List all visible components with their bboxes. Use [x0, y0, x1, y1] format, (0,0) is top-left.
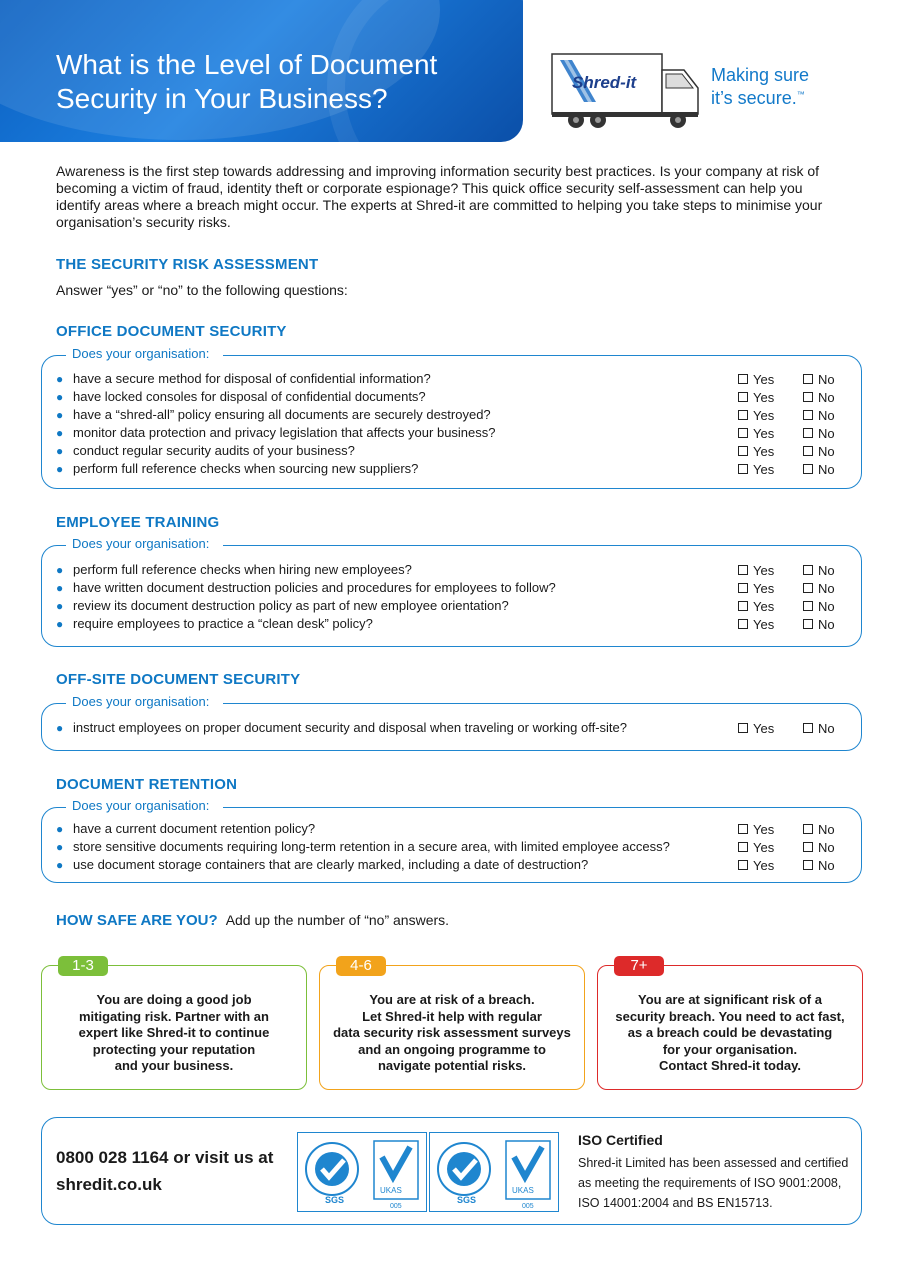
bullet-icon: ● [56, 462, 64, 476]
yes-checkbox[interactable]: Yes [738, 443, 774, 460]
yes-checkbox[interactable]: Yes [738, 389, 774, 406]
question-row [56, 856, 861, 874]
checkbox-icon [803, 428, 813, 438]
yes-checkbox[interactable]: Yes [738, 839, 774, 856]
question-row [56, 424, 861, 442]
section-box-offsite [41, 694, 862, 751]
how-safe-line [56, 912, 449, 929]
section-title-offsite: OFF-SITE DOCUMENT SECURITY [56, 671, 301, 688]
section-title-office: OFFICE DOCUMENT SECURITY [56, 323, 287, 340]
question-text: perform full reference checks when hiring new employees? [73, 562, 412, 577]
question-text: monitor data protection and privacy legislation that affects your business? [73, 425, 496, 440]
certification-badge-quality [429, 1132, 559, 1212]
iso-text: Shred-it Limited has been assessed and certified as meeting the requirements of ISO 9001:2008, ISO 14001:2004 and BS EN15713. [578, 1156, 849, 1210]
how-safe-instruction: Add up the number of “no” answers. [225, 912, 450, 928]
question-row [56, 820, 861, 838]
assessment-instruction: Answer “yes” or “no” to the following questions: [56, 282, 348, 298]
no-checkbox[interactable]: No [803, 857, 835, 874]
result-range-badge: 1-3 [58, 956, 108, 976]
result-box-low [41, 957, 307, 1090]
result-range-badge: 4-6 [336, 956, 386, 976]
yes-checkbox[interactable]: Yes [738, 407, 774, 424]
header-banner [0, 0, 523, 142]
checkbox-icon [803, 860, 813, 870]
assessment-title: THE SECURITY RISK ASSESSMENT [56, 256, 319, 273]
question-row [56, 561, 861, 579]
section-title-training: EMPLOYEE TRAINING [56, 514, 220, 531]
section-prompt: Does your organisation: [66, 536, 223, 552]
question-row [56, 597, 861, 615]
tagline [711, 66, 809, 108]
checkbox-icon [738, 464, 748, 474]
bullet-icon: ● [56, 426, 64, 440]
result-text: You are doing a good job mitigating risk. Partner with an expert like Shred-it to continue protecting your reputation and your business. [78, 992, 270, 1073]
checkbox-icon [738, 374, 748, 384]
question-text: use document storage containers that are clearly marked, including a date of destruction? [73, 857, 589, 872]
bullet-icon: ● [56, 721, 64, 735]
yes-checkbox[interactable]: Yes [738, 425, 774, 442]
question-row [56, 388, 861, 406]
checkbox-icon [803, 842, 813, 852]
checkbox-icon [803, 619, 813, 629]
no-checkbox[interactable]: No [803, 425, 835, 442]
question-row [56, 615, 861, 633]
checkbox-icon [738, 410, 748, 420]
tagline-line-2: it’s secure. [711, 88, 797, 108]
checkbox-icon [738, 428, 748, 438]
result-text: You are at significant risk of a security breach. You need to act fast, as a breach could be devastating for your organisation. Contact Shred-it today. [615, 992, 845, 1073]
checkbox-icon [738, 619, 748, 629]
checkbox-icon [738, 860, 748, 870]
bullet-icon: ● [56, 444, 64, 458]
intro-paragraph: Awareness is the first step towards addressing and improving information security best practices. Is your company at risk of becoming a victim of fraud, identity theft or corporate espionage? This quick office security self-assessment can help you identify areas where a breach might occur. The experts at Shred-it are committed to helping you take steps to minimise your organisation’s security risks. [56, 163, 823, 230]
no-checkbox[interactable]: No [803, 720, 835, 737]
checkbox-icon [738, 583, 748, 593]
ukas-number: 005 [390, 1203, 402, 1210]
question-text: review its document destruction policy as part of new employee orientation? [73, 598, 509, 613]
yes-checkbox[interactable]: Yes [738, 562, 774, 579]
section-prompt: Does your organisation: [66, 346, 223, 362]
no-checkbox[interactable]: No [803, 821, 835, 838]
ukas-number: 005 [522, 1203, 534, 1210]
checkbox-icon [738, 824, 748, 834]
question-text: have a current document retention policy? [73, 821, 316, 836]
section-box-office [41, 346, 862, 489]
question-text: have a “shred-all” policy ensuring all documents are securely destroyed? [73, 407, 491, 422]
question-text: have locked consoles for disposal of confidential documents? [73, 389, 426, 404]
shredit-truck-logo [550, 52, 702, 130]
checkbox-icon [738, 392, 748, 402]
bullet-icon: ● [56, 372, 64, 386]
no-checkbox[interactable]: No [803, 461, 835, 478]
question-text: store sensitive documents requiring long-term retention in a secure area, with limited employee access? [73, 839, 670, 854]
question-row [56, 579, 861, 597]
bullet-icon: ● [56, 840, 64, 854]
bullet-icon: ● [56, 858, 64, 872]
bullet-icon: ● [56, 563, 64, 577]
yes-checkbox[interactable]: Yes [738, 720, 774, 737]
contact-info: 0800 028 1164 or visit us at shredit.co.uk [56, 1148, 274, 1194]
bullet-icon: ● [56, 408, 64, 422]
checkbox-icon [803, 601, 813, 611]
checkbox-icon [803, 824, 813, 834]
checkbox-icon [803, 464, 813, 474]
yes-checkbox[interactable]: Yes [738, 821, 774, 838]
section-box-retention [41, 798, 862, 883]
checkbox-icon [803, 583, 813, 593]
result-text: You are at risk of a breach. Let Shred-it help with regular data security risk assessment surveys and an ongoing programme to navigate potential risks. [333, 992, 571, 1073]
checkbox-icon [738, 842, 748, 852]
tagline-line-1: Making sure [711, 65, 810, 85]
yes-checkbox[interactable]: Yes [738, 616, 774, 633]
checkbox-icon [738, 601, 748, 611]
trademark-symbol: ™ [796, 90, 805, 99]
result-range-badge: 7+ [614, 956, 664, 976]
yes-checkbox[interactable]: Yes [738, 371, 774, 388]
checkbox-icon [738, 565, 748, 575]
checkbox-icon [738, 446, 748, 456]
bullet-icon: ● [56, 390, 64, 404]
question-text: require employees to practice a “clean desk” policy? [73, 616, 373, 631]
checkbox-icon [803, 410, 813, 420]
question-row [56, 406, 861, 424]
no-checkbox[interactable]: No [803, 839, 835, 856]
ukas-label: UKAS [380, 1186, 402, 1195]
no-checkbox[interactable]: No [803, 580, 835, 597]
sgs-label: SGS [457, 1195, 477, 1205]
shredit-logo-text: Shred-it [572, 73, 637, 92]
question-text: instruct employees on proper document security and disposal when traveling or working off-site? [73, 720, 627, 735]
checkbox-icon [803, 374, 813, 384]
section-prompt: Does your organisation: [66, 694, 223, 710]
no-checkbox[interactable]: No [803, 443, 835, 460]
question-row [56, 460, 861, 478]
question-text: perform full reference checks when sourcing new suppliers? [73, 461, 419, 476]
question-row [56, 719, 861, 737]
page-title: What is the Level of Document Security in Your Business? [56, 49, 438, 114]
result-box-medium [319, 957, 585, 1090]
question-row [56, 370, 861, 388]
question-row [56, 442, 861, 460]
no-checkbox[interactable]: No [803, 371, 835, 388]
checkbox-icon [803, 446, 813, 456]
yes-checkbox[interactable]: Yes [738, 461, 774, 478]
bullet-icon: ● [56, 581, 64, 595]
result-box-high [597, 957, 863, 1090]
bullet-icon: ● [56, 599, 64, 613]
footer-box [41, 1117, 862, 1225]
no-checkbox[interactable]: No [803, 616, 835, 633]
how-safe-heading: HOW SAFE ARE YOU? [56, 912, 218, 929]
checkbox-icon [803, 565, 813, 575]
question-row [56, 838, 861, 856]
iso-heading: ISO Certified [578, 1132, 663, 1148]
checkbox-icon [738, 723, 748, 733]
no-checkbox[interactable]: No [803, 562, 835, 579]
yes-checkbox[interactable]: Yes [738, 857, 774, 874]
question-text: conduct regular security audits of your business? [73, 443, 355, 458]
no-checkbox[interactable]: No [803, 407, 835, 424]
question-text: have a secure method for disposal of confidential information? [73, 371, 431, 386]
bullet-icon: ● [56, 822, 64, 836]
section-title-retention: DOCUMENT RETENTION [56, 776, 238, 793]
ukas-label: UKAS [512, 1186, 534, 1195]
checkbox-icon [803, 723, 813, 733]
section-box-training [41, 536, 862, 647]
no-checkbox[interactable]: No [803, 598, 835, 615]
yes-checkbox[interactable]: Yes [738, 580, 774, 597]
checkbox-icon [803, 392, 813, 402]
question-text: have written document destruction policies and procedures for employees to follow? [73, 580, 556, 595]
sgs-label: SGS [325, 1195, 345, 1205]
yes-checkbox[interactable]: Yes [738, 598, 774, 615]
section-prompt: Does your organisation: [66, 798, 223, 814]
bullet-icon: ● [56, 617, 64, 631]
no-checkbox[interactable]: No [803, 389, 835, 406]
certification-badge-environmental [297, 1132, 427, 1212]
